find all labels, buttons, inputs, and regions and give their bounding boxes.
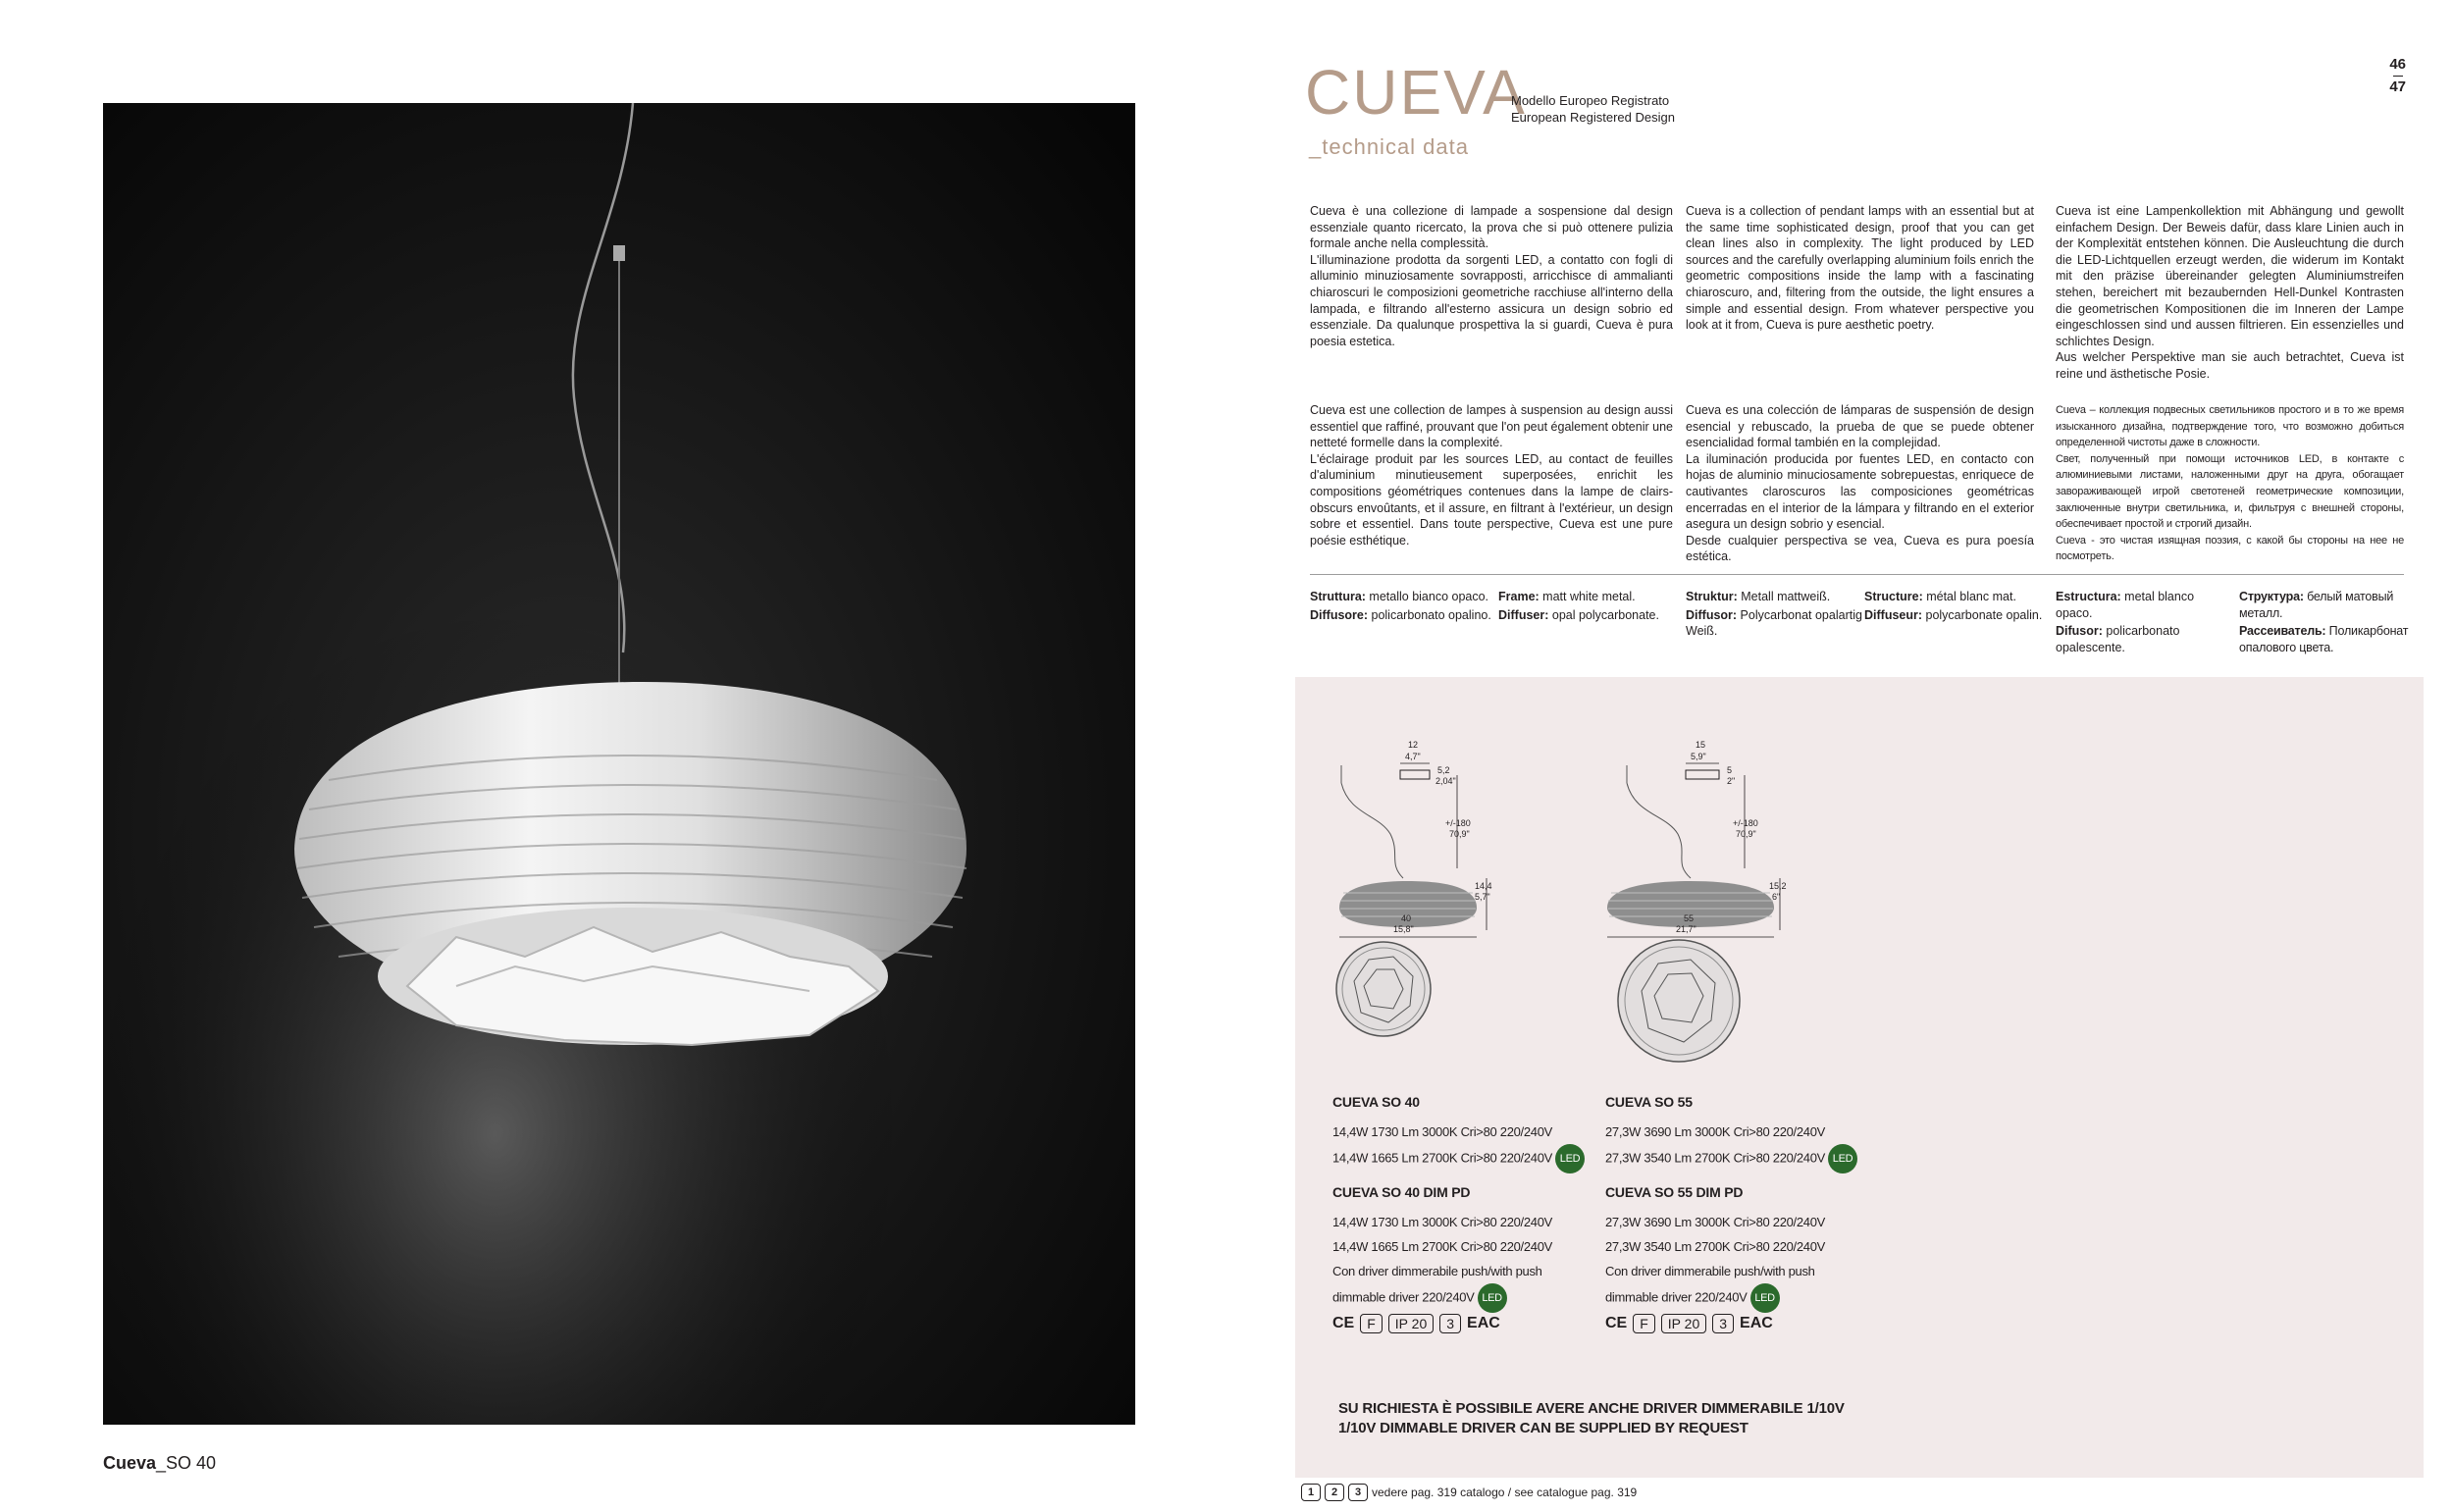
dim-so55-body-h: 15,2 — [1769, 881, 1787, 891]
certifications — [1605, 1314, 1825, 1333]
dim-so55-diam-in: 21,7" — [1676, 924, 1696, 934]
model-so55-dim: CUEVA SO 55 DIM PD 27,3W 3690 Lm 3000K Cri>80 220/240V 27,3W 3540 Lm 2700K Cri>80 220/240V Con driver dimmerabile push/with push dimmable driver 220/240V LED CE F IP 20 3 EAC — [1605, 1184, 1826, 1331]
drawing-so40 — [1330, 736, 1526, 1060]
page-number-left: 46 — [2389, 56, 2406, 73]
caption-product: Cueva — [103, 1453, 157, 1473]
dim-so55-top-w: 15 — [1696, 740, 1706, 750]
registered-it: Modello Europeo Registrato — [1511, 93, 1670, 108]
page-number-right: 47 — [2389, 78, 2406, 95]
f-mark: F — [1360, 1314, 1383, 1333]
spec-fr: Structure: métal blanc mat. Diffuseur: polycarbonate opalin. — [1864, 590, 2043, 622]
spec-ru: Структура: белый матовый металл. Рассеиватель: Поликарбонат опалового цвета. — [2239, 590, 2409, 654]
dim-so55-cable-in: 70,9" — [1736, 829, 1756, 839]
description-ru: Cueva – коллекция подвесных светильников простого и в то же время изысканного дизайна, подтверждение того, что возможно добиться определенной чистоты даже в сложности. Свет, полученный при помощи источников LED, в контакте с алюминиевыми листами, наложенными друг на друга, обогащает завораживающей игрой светотеней геометрические композиции, заключенные внутри светильника, и, фильтруя с внешней стороны, обеспечивает простой и строгий дизайн. Cueva - это чистая изящная поэзия, с какой бы стороны на нее не посмотреть. — [2056, 404, 2404, 563]
class-mark: 3 — [1712, 1314, 1734, 1333]
photo-caption — [103, 1453, 216, 1474]
led-badge: LED — [1555, 1144, 1585, 1173]
certifications — [1332, 1314, 1552, 1333]
description-fr: Cueva est une collection de lampes à suspension au design aussi essentiel que raffiné, prouvant que l'on peut également obtenir une netteté formelle dans la complexité. L'éclairage produit par les sources LED, au contact de feuilles d'aluminium minutieusement superposées, enrichit les compositions géométriques contenues dans la lampe de clairs-obscurs envoûtants, et il assure, en filtrant à l'extérieur, un design sobre et essentiel. Dans toute perspective, Cueva est une pure poésie esthétique. — [1310, 403, 1673, 547]
dim-so40-diam: 40 — [1401, 913, 1412, 923]
description-de: Cueva ist eine Lampenkollektion mit Abhängung und gewollt einfachem Design. Der Beweis dafür, dass klare Linien auch in der Komplexität entstehen können. Die Ausleuchtung die durch die LED-Lichtquellen erzeugt werden, die widerum im Kontakt mit den präzise übereinander gelegten Aluminiumstreifen stehen, bereichert mit bezaubernden Hell-Dunkel Kontrasten die geometrischen Kompositionen die im Inneren der Lampe eingeschlossen sind und aussen filtrieren. Ein essenzielles und schlichtes Design. Aus welcher Perspektive man sie auch betrachtet, Cueva ist reine und ästhetische Posie. — [2056, 204, 2404, 381]
led-badge: LED — [1750, 1283, 1780, 1313]
dim-so55-top-w-in: 5,9" — [1691, 752, 1706, 761]
description-en: Cueva is a collection of pendant lamps with an essential but at the same time sophisticated design, proof that you can get clean lines also in complexity. The light produced by LED sources and the carefully overlapping aluminium foils enrich the geometric compositions inside the lamp with a fascinating chiaroscuro, and, filtering from the outside, the light ensures a simple and essential design. From whatever perspective you look at it from, Cueva is pure aesthetic poetry. — [1686, 204, 2034, 333]
dim-so55-cable: +/-180 — [1733, 818, 1758, 828]
divider — [1310, 574, 2404, 575]
registered-design — [1511, 92, 1675, 126]
dim-so40-body-h-in: 5,7" — [1475, 892, 1490, 902]
dim-so40-top-w-in: 4,7" — [1405, 752, 1421, 761]
caption-model: _SO 40 — [156, 1453, 217, 1473]
dim-so40-top-w: 12 — [1408, 740, 1419, 750]
section-subtitle: _technical data — [1309, 134, 1469, 159]
ip-rating: IP 20 — [1661, 1314, 1706, 1333]
dim-so40-cable: +/-180 — [1445, 818, 1471, 828]
dim-so55-top-h: 5 — [1727, 765, 1733, 775]
product-title: CUEVA — [1305, 57, 1527, 128]
model-so55-name: CUEVA SO 55 — [1605, 1094, 1693, 1110]
dim-so55-diam: 55 — [1684, 913, 1695, 923]
f-mark: F — [1633, 1314, 1655, 1333]
model-so40-dim-name: CUEVA SO 40 DIM PD — [1332, 1184, 1471, 1200]
ref-badge-1: 1 — [1301, 1484, 1321, 1501]
dim-so40-top-h: 5,2 — [1437, 765, 1450, 775]
ref-badge-2: 2 — [1325, 1484, 1344, 1501]
class-mark: 3 — [1439, 1314, 1461, 1333]
ref-badge-3: 3 — [1348, 1484, 1368, 1501]
eac-mark: EAC — [1740, 1315, 1773, 1331]
led-badge: LED — [1478, 1283, 1507, 1313]
page-number — [2389, 55, 2406, 97]
ce-mark: CE — [1605, 1315, 1628, 1331]
catalogue-reference — [1301, 1484, 1637, 1501]
registered-en: European Registered Design — [1511, 110, 1675, 125]
ref-text: vedere pag. 319 catalogo / see catalogue pag. 319 — [1372, 1486, 1638, 1499]
dim-so55-body-h-in: 6" — [1772, 892, 1781, 902]
product-photo — [103, 103, 1135, 1425]
ce-mark: CE — [1332, 1315, 1355, 1331]
spec-en: Frame: matt white metal. Diffuser: opal polycarbonate. — [1498, 590, 1659, 622]
description-it: Cueva è una collezione di lampade a sospensione dal design essenziale quanto ricercato, la prova che si può ottenere pulizia formale anche nella complessità. L'illuminazione prodotta da sorgenti LED, a contatto con fogli di alluminio minuziosamente sovrapposti, arricchisce di ammalianti chiaroscuri le composizioni geometriche racchiuse all'interno della lampada, e filtrando all'esterno assicura un design sobrio ed essenziale. Da qualunque prospettiva la si guardi, Cueva è pura poesia estetica. — [1310, 204, 1673, 348]
drawing-so55 — [1597, 736, 1813, 1079]
dim-so55-top-h-in: 2" — [1727, 776, 1736, 786]
pendant-lamp-illustration — [103, 103, 1135, 1425]
model-so55: CUEVA SO 55 27,3W 3690 Lm 3000K Cri>80 220/240V 27,3W 3540 Lm 2700K Cri>80 220/240V LED — [1605, 1094, 1857, 1169]
model-so40-name: CUEVA SO 40 — [1332, 1094, 1420, 1110]
dim-so40-body-h: 14,4 — [1475, 881, 1492, 891]
description-es: Cueva es una colección de lámparas de suspensión de design esencial y rebuscado, la prueba de que se puede obtener esencialidad formal también en la complejidad. La iluminación producida por fuentes LED, en contacto con hojas de aluminio minuciosamente sobrepuestas, enriquece de cautivantes claroscuros las composiciones geométricas encerradas en el interior de la lámpara y filtrando en el exterior asegura un design sobrio y esencial. Desde cualquier perspectiva se vea, Cueva es pura poesía estética. — [1686, 403, 2034, 564]
eac-mark: EAC — [1467, 1315, 1500, 1331]
led-badge: LED — [1828, 1144, 1857, 1173]
model-so40: CUEVA SO 40 14,4W 1730 Lm 3000K Cri>80 220/240V 14,4W 1665 Lm 2700K Cri>80 220/240V LED — [1332, 1094, 1585, 1169]
model-so40-dim: CUEVA SO 40 DIM PD 14,4W 1730 Lm 3000K Cri>80 220/240V 14,4W 1665 Lm 2700K Cri>80 220/240V Con driver dimmerabile push/with push dimmable driver 220/240V LED CE F IP 20 3 EAC — [1332, 1184, 1553, 1331]
dim-so40-diam-in: 15,8" — [1393, 924, 1414, 934]
ip-rating: IP 20 — [1388, 1314, 1434, 1333]
spec-es: Estructura: metal blanco opaco. Difusor: policarbonato opalescente. — [2056, 590, 2195, 654]
spec-de: Struktur: Metall mattweiß. Diffusor: Polycarbonat opalartig Weiß. — [1686, 590, 1862, 639]
model-so55-dim-name: CUEVA SO 55 DIM PD — [1605, 1184, 1744, 1200]
spec-it: Struttura: metallo bianco opaco. Diffusore: policarbonato opalino. — [1310, 590, 1491, 622]
dimmable-note: SU RICHIESTA È POSSIBILE AVERE ANCHE DRIVER DIMMERABILE 1/10V 1/10V DIMMABLE DRIVER CAN BE SUPPLIED BY REQUEST — [1338, 1400, 1845, 1436]
dim-so40-top-h-in: 2,04" — [1435, 776, 1456, 786]
dim-so40-cable-in: 70,9" — [1449, 829, 1470, 839]
